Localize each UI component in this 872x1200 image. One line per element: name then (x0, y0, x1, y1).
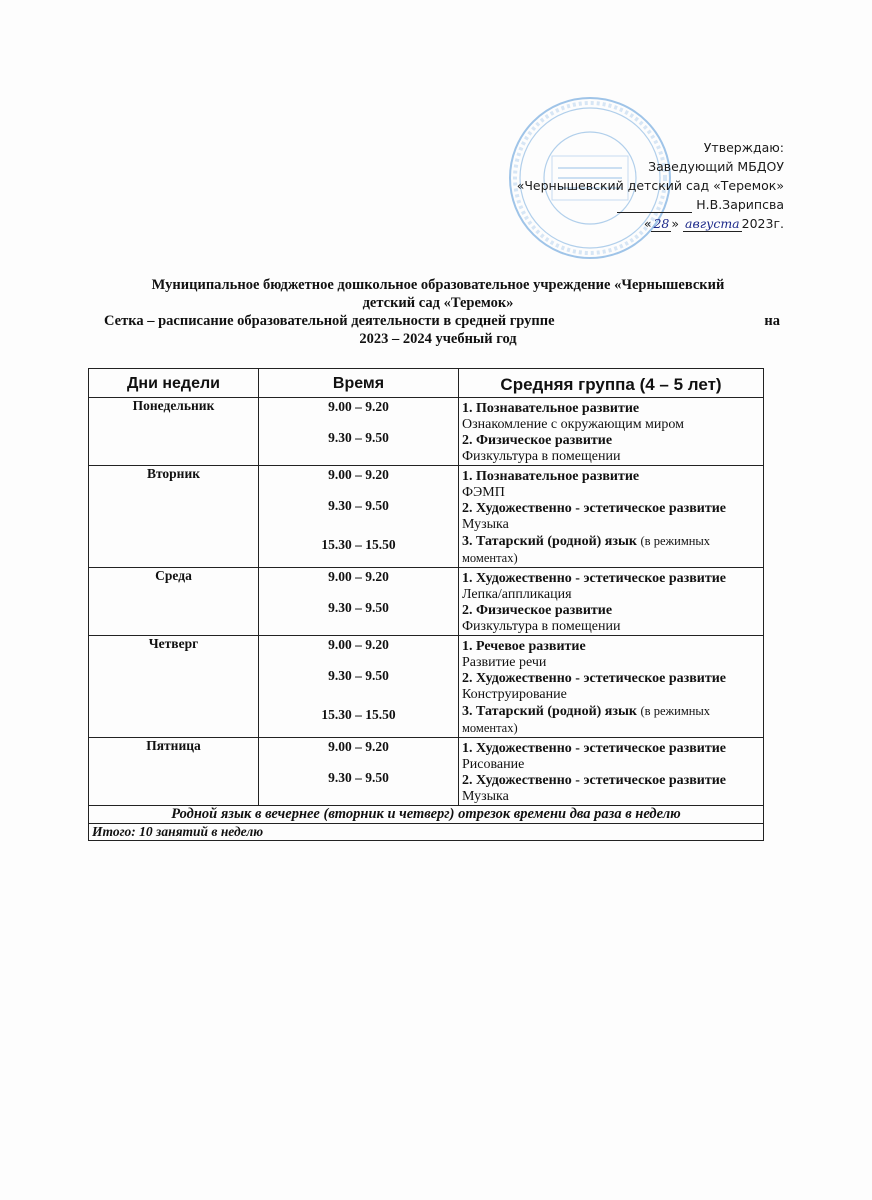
header-time: Время (259, 369, 459, 398)
total-row (89, 824, 764, 841)
date-month: августа (685, 216, 740, 231)
activity-item (462, 571, 760, 603)
activity-cell (459, 636, 764, 738)
activity-area: 2. Физическое развитие (462, 433, 613, 448)
activity-item (462, 433, 760, 465)
activity-subject: Рисование (462, 757, 525, 772)
activity-item (462, 501, 760, 533)
handwritten-signature (617, 197, 693, 213)
date-year: 2023г. (741, 216, 784, 231)
time-slot: 9.30 – 9.50 (328, 770, 389, 785)
activity-subject: Музыка (462, 517, 509, 532)
approval-date (500, 214, 784, 233)
table-row (89, 568, 764, 636)
activity-item (462, 773, 760, 805)
document-title (88, 276, 788, 348)
activity-subject: Ознакомление с окружающим миром (462, 417, 684, 432)
activity-cell (459, 568, 764, 636)
date-day: 28 (653, 216, 670, 231)
signature-name: Н.В.Зарипсва (696, 197, 784, 212)
activity-subject: Конструирование (462, 687, 567, 702)
activity-area: 1. Художественно - эстетическое развитие (462, 741, 727, 756)
title-line-3 (88, 312, 788, 330)
activity-item (462, 603, 760, 635)
time-cell (259, 636, 459, 738)
activity-subject: ФЭМП (462, 485, 505, 500)
activity-subject: Развитие речи (462, 655, 547, 670)
table-row (89, 738, 764, 806)
title-line-3-text: Сетка – расписание образовательной деятельности в средней группе (104, 313, 555, 329)
activity-area: 2. Художественно - эстетическое развитие (462, 501, 727, 516)
table-header-row (89, 369, 764, 398)
header-group: Средняя группа (4 – 5 лет) (459, 369, 764, 398)
activity-area: 1. Познавательное развитие (462, 469, 640, 484)
activity-area: 3. Татарский (родной) язык (462, 704, 637, 719)
time-slot: 9.00 – 9.20 (328, 467, 389, 482)
table-row (89, 398, 764, 466)
title-line-3-tail: на (764, 313, 780, 329)
activity-item (462, 533, 760, 567)
title-line-1: Муниципальное бюджетное дошкольное образовательное учреждение «Чернышевский (151, 277, 725, 293)
activity-area: 2. Физическое развитие (462, 603, 613, 618)
activity-area: 3. Татарский (родной) язык (462, 534, 637, 549)
approval-position: Заведующий МБДОУ (648, 159, 784, 174)
schedule-table (88, 368, 764, 841)
activity-area: 2. Художественно - эстетическое развитие (462, 671, 727, 686)
activity-item (462, 671, 760, 703)
activity-area: 1. Речевое развитие (462, 639, 586, 654)
activity-item (462, 741, 760, 773)
table-row (89, 636, 764, 738)
activity-subject: Музыка (462, 789, 509, 804)
activity-subject: Физкультура в помещении (462, 449, 621, 464)
time-slot: 9.30 – 9.50 (328, 498, 389, 513)
day-cell: Понедельник (89, 398, 259, 466)
activity-subject: (в режимных моментах) (462, 704, 711, 735)
day-cell: Пятница (89, 738, 259, 806)
activity-area: 2. Художественно - эстетическое развитие (462, 773, 727, 788)
activity-item (462, 469, 760, 501)
date-open-quote: « (643, 216, 652, 231)
activity-subject: (в режимных моментах) (462, 534, 711, 565)
title-line-2: детский сад «Теремок» (362, 295, 514, 311)
day-cell: Среда (89, 568, 259, 636)
day-cell: Четверг (89, 636, 259, 738)
activity-area: 1. Художественно - эстетическое развитие (462, 571, 727, 586)
title-line-4: 2023 – 2024 учебный год (359, 331, 517, 347)
schedule-body (89, 398, 764, 806)
time-slot: 9.30 – 9.50 (328, 600, 389, 615)
time-cell (259, 738, 459, 806)
native-language-note: Родной язык в вечернее (вторник и четверг) отрезок времени два раза в неделю (89, 806, 764, 824)
time-slot: 9.30 – 9.50 (328, 668, 389, 683)
activity-subject: Физкультура в помещении (462, 619, 621, 634)
activity-item (462, 401, 760, 433)
header-days: Дни недели (89, 369, 259, 398)
time-cell (259, 568, 459, 636)
activity-subject: Лепка/аппликация (462, 587, 572, 602)
activity-cell (459, 738, 764, 806)
table-row (89, 466, 764, 568)
activity-cell (459, 466, 764, 568)
date-close-quote: » (671, 216, 680, 231)
activity-item (462, 703, 760, 737)
day-cell: Вторник (89, 466, 259, 568)
time-slot: 9.00 – 9.20 (328, 637, 389, 652)
time-slot: 9.30 – 9.50 (328, 430, 389, 445)
note-row (89, 806, 764, 824)
activity-area: 1. Познавательное развитие (462, 401, 640, 416)
time-slot: 9.00 – 9.20 (328, 399, 389, 414)
activity-cell (459, 398, 764, 466)
time-cell (259, 398, 459, 466)
approval-signature-line (500, 195, 784, 214)
total-lessons: Итого: 10 занятий в неделю (89, 824, 764, 841)
time-cell (259, 466, 459, 568)
time-slot: 15.30 – 15.50 (321, 537, 396, 552)
approval-label: Утверждаю: (703, 140, 784, 155)
time-slot: 9.00 – 9.20 (328, 739, 389, 754)
activity-item (462, 639, 760, 671)
time-slot: 9.00 – 9.20 (328, 569, 389, 584)
approval-block (500, 138, 784, 233)
approval-organization: «Чернышевский детский сад «Теремок» (516, 178, 784, 193)
time-slot: 15.30 – 15.50 (321, 707, 396, 722)
